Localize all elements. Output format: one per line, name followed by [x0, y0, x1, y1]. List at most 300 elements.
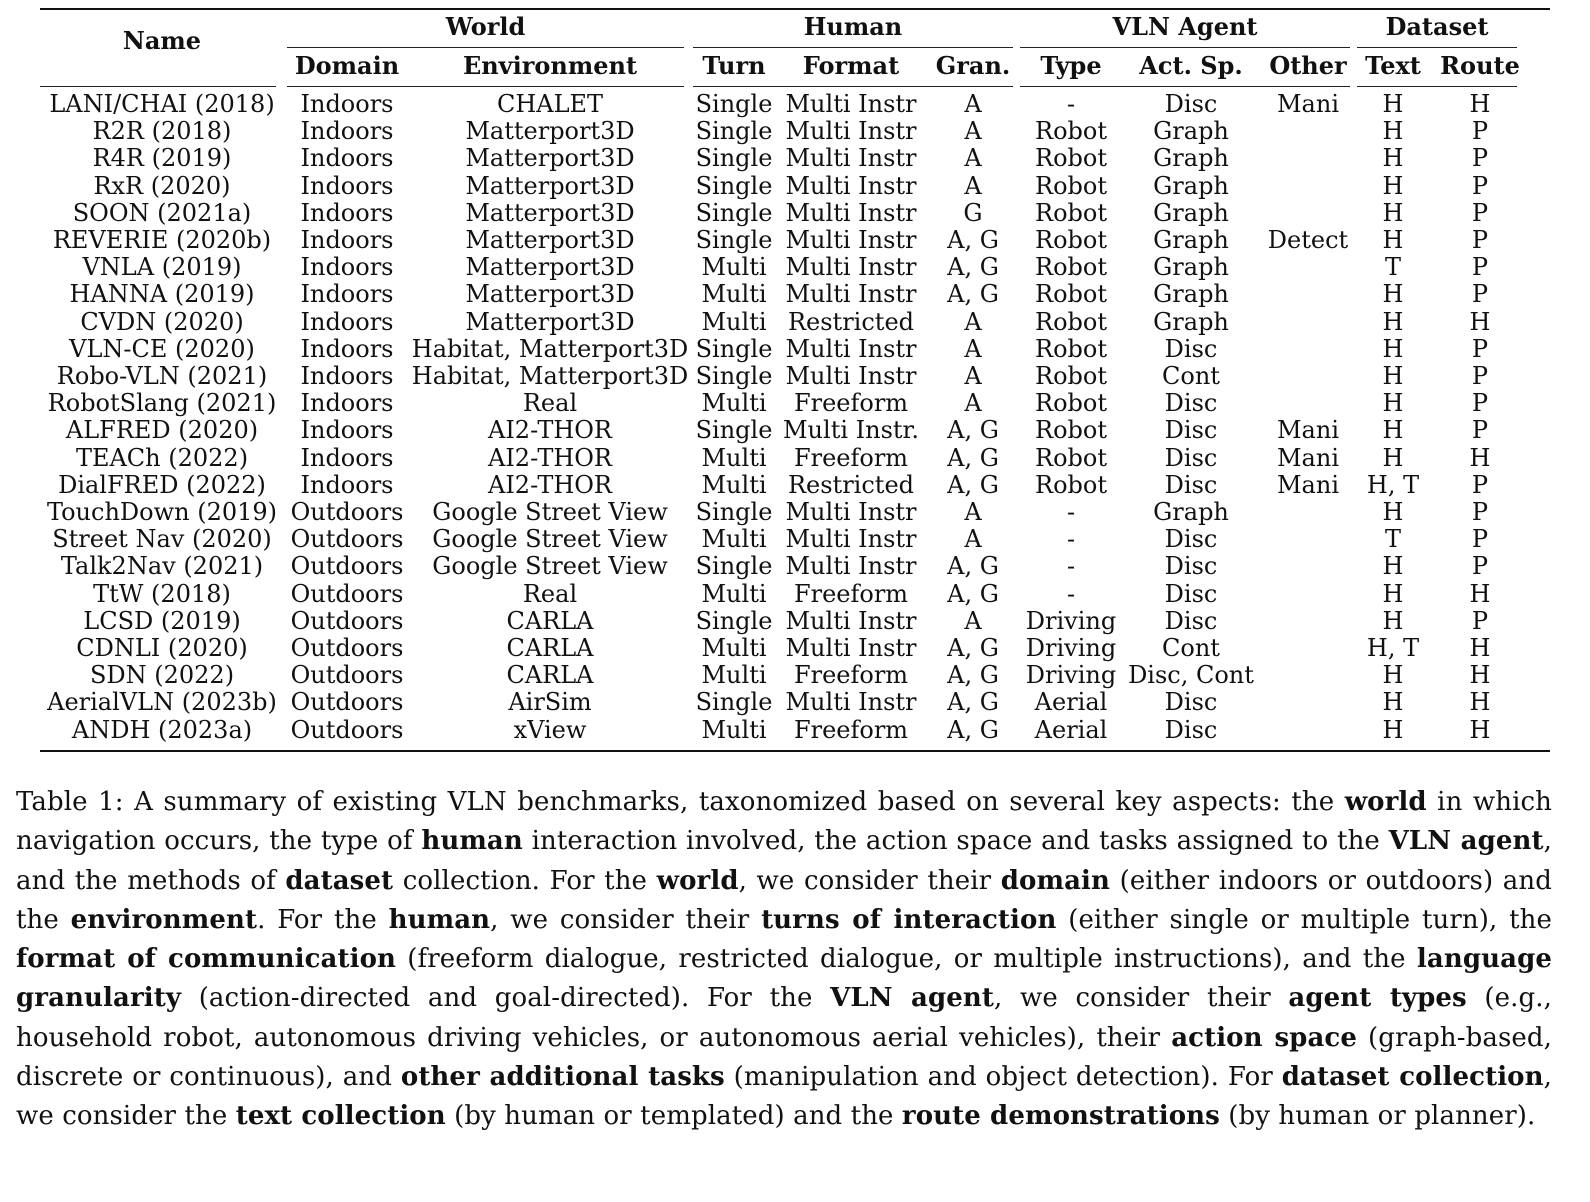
caption-bold-term: text collection	[235, 1101, 446, 1132]
cell-name: RxR (2020)	[93, 171, 231, 200]
cell-type: Robot	[1035, 443, 1107, 472]
cell-act-sp: Graph	[1153, 144, 1229, 173]
cell-gran: A	[964, 606, 982, 635]
cmidrule-dataset-cols	[1357, 86, 1517, 87]
cell-text: H	[1382, 498, 1404, 526]
header-group-vln-agent: VLN Agent	[1112, 12, 1258, 41]
cell-type: Robot	[1035, 171, 1107, 200]
cell-format: Restricted	[787, 470, 915, 499]
caption-bold-term: environment	[70, 904, 258, 935]
cell-gran: A, G	[947, 226, 999, 254]
cell-gran: A	[964, 117, 982, 146]
cell-text: H	[1382, 389, 1404, 418]
cell-type: Robot	[1035, 226, 1107, 254]
caption-bold-term: VLN agent	[830, 983, 994, 1014]
cell-format: Multi Instr	[785, 334, 917, 363]
cell-name: CDNLI (2020)	[76, 634, 248, 662]
column-header-turn: Turn	[702, 51, 766, 80]
cell-domain: Indoors	[300, 362, 394, 390]
cell-text: H	[1382, 90, 1404, 118]
cell-environment: Matterport3D	[465, 307, 635, 336]
caption-text: , we consider their	[994, 983, 1289, 1014]
cell-environment: Google Street View	[432, 525, 668, 554]
caption-text: (either indoors or outdoors) and the	[16, 865, 1552, 935]
cell-type: Robot	[1035, 416, 1107, 445]
cell-type: Robot	[1035, 470, 1107, 499]
cell-gran: A, G	[947, 253, 999, 282]
cell-domain: Indoors	[300, 470, 394, 499]
caption-bold-term: route demonstrations	[901, 1101, 1220, 1132]
cell-turn: Multi	[701, 579, 767, 608]
cell-text: H, T	[1366, 634, 1420, 662]
cell-turn: Single	[695, 606, 773, 635]
cell-route: H	[1469, 634, 1491, 662]
cell-environment: AirSim	[508, 688, 592, 717]
cell-environment: CARLA	[506, 661, 594, 690]
cell-other: Mani	[1276, 416, 1339, 445]
cell-type: -	[1066, 90, 1076, 118]
cell-turn: Single	[695, 362, 773, 390]
caption-bold-term: domain	[1000, 865, 1111, 896]
cell-text: H	[1382, 606, 1404, 635]
cell-type: Robot	[1035, 389, 1107, 418]
cell-domain: Indoors	[300, 416, 394, 445]
cell-environment: Habitat, Matterport3D	[411, 334, 689, 363]
column-header-gran: Gran.	[935, 51, 1011, 80]
cell-turn: Multi	[701, 443, 767, 472]
cell-name: Street Nav (2020)	[52, 525, 272, 554]
cell-route: H	[1469, 90, 1491, 118]
cell-text: H	[1382, 661, 1404, 690]
cell-gran: A	[964, 362, 982, 390]
column-header-type: Type	[1040, 51, 1102, 80]
cell-domain: Outdoors	[290, 552, 404, 581]
cell-gran: A, G	[947, 416, 999, 445]
cell-domain: Indoors	[300, 117, 394, 146]
table-top-rule	[40, 8, 1550, 10]
cell-gran: A	[964, 90, 982, 118]
cell-environment: Matterport3D	[465, 253, 635, 282]
cell-turn: Single	[695, 144, 773, 173]
cell-name: RobotSlang (2021)	[47, 389, 277, 418]
table-bottom-rule	[40, 750, 1550, 752]
cell-act-sp: Graph	[1153, 498, 1229, 526]
cell-type: Robot	[1035, 117, 1107, 146]
cell-turn: Multi	[701, 253, 767, 282]
caption-bold-term: human	[421, 826, 523, 857]
caption-text: interaction involved, the action space and tasks assigned to the	[522, 826, 1389, 857]
cell-name: SDN (2022)	[89, 661, 235, 690]
cell-gran: A	[964, 389, 982, 418]
caption-text: (manipulation and object detection). For	[724, 1062, 1282, 1093]
caption-bold-term: dataset collection	[1281, 1062, 1544, 1093]
cell-text: H	[1382, 280, 1404, 309]
cell-gran: A	[964, 334, 982, 363]
cell-turn: Multi	[701, 715, 767, 744]
cell-act-sp: Graph	[1153, 198, 1229, 227]
cell-domain: Indoors	[300, 171, 394, 200]
cell-domain: Indoors	[300, 307, 394, 336]
cell-act-sp: Disc	[1164, 552, 1218, 581]
cell-type: Robot	[1035, 362, 1107, 390]
cell-format: Multi Instr	[785, 498, 917, 526]
cell-text: H	[1382, 362, 1404, 390]
cell-format: Multi Instr	[785, 226, 917, 254]
cell-gran: A	[964, 525, 982, 554]
cell-format: Freeform	[793, 389, 909, 418]
caption-text: , and the methods of	[16, 826, 1553, 896]
cell-turn: Multi	[701, 525, 767, 554]
cell-text: H	[1382, 579, 1404, 608]
cell-route: P	[1471, 525, 1489, 554]
cell-type: Robot	[1035, 307, 1107, 336]
cell-gran: A, G	[947, 634, 999, 662]
cell-name: SOON (2021a)	[72, 198, 252, 227]
cell-act-sp: Graph	[1153, 117, 1229, 146]
caption-text: (action-directed and goal-directed). For the	[181, 983, 831, 1014]
cell-other: Mani	[1276, 90, 1339, 118]
cell-name: VLN-CE (2020)	[69, 334, 255, 363]
cell-act-sp: Graph	[1153, 253, 1229, 282]
cell-domain: Indoors	[300, 226, 394, 254]
caption-bold-term: format of communication	[16, 944, 397, 975]
cell-route: P	[1471, 334, 1489, 363]
cell-route: P	[1471, 171, 1489, 200]
cell-format: Multi Instr	[785, 634, 917, 662]
cell-turn: Single	[695, 498, 773, 526]
cell-format: Multi Instr.	[782, 416, 920, 445]
cell-domain: Outdoors	[290, 606, 404, 635]
cell-environment: Real	[522, 389, 578, 418]
column-header-act-sp: Act. Sp.	[1139, 51, 1243, 80]
cell-route: H	[1469, 688, 1491, 717]
cell-format: Freeform	[793, 661, 909, 690]
cell-type: Driving	[1025, 661, 1117, 690]
cell-format: Multi Instr	[785, 688, 917, 717]
cell-name: TouchDown (2019)	[46, 498, 278, 526]
cell-domain: Outdoors	[290, 525, 404, 554]
cell-name: AerialVLN (2023b)	[47, 688, 277, 717]
cell-text: H	[1382, 198, 1404, 227]
cell-text: H	[1382, 334, 1404, 363]
cell-turn: Multi	[701, 470, 767, 499]
cell-domain: Indoors	[300, 144, 394, 173]
cell-route: P	[1471, 552, 1489, 581]
cell-type: -	[1066, 552, 1076, 581]
cell-format: Freeform	[793, 443, 909, 472]
caption-bold-term: action space	[1171, 1022, 1357, 1053]
caption-text: (either single or multiple turn), the	[1056, 904, 1552, 935]
cell-format: Multi Instr	[785, 90, 917, 118]
caption-bold-term: turns of interaction	[761, 904, 1057, 935]
caption-text: (by human or planner).	[1219, 1101, 1536, 1132]
cmidrule-world	[287, 47, 684, 48]
cell-gran: A	[964, 498, 982, 526]
cell-act-sp: Disc	[1164, 416, 1218, 445]
cmidrule-world-cols	[287, 86, 684, 87]
cell-route: H	[1469, 661, 1491, 690]
cell-type: Robot	[1035, 198, 1107, 227]
cell-domain: Indoors	[300, 253, 394, 282]
cell-name: CVDN (2020)	[80, 307, 244, 336]
cell-route: P	[1471, 470, 1489, 499]
cell-format: Multi Instr	[785, 117, 917, 146]
cell-text: H	[1382, 552, 1404, 581]
cell-format: Restricted	[787, 307, 915, 336]
cell-route: P	[1471, 416, 1489, 445]
table-caption	[16, 783, 1552, 1137]
caption-bold-term: dataset	[285, 865, 394, 896]
cell-turn: Multi	[701, 389, 767, 418]
cell-other: Mani	[1276, 443, 1339, 472]
cell-act-sp: Disc	[1164, 715, 1218, 744]
caption-bold-term: human	[388, 904, 491, 935]
cell-domain: Indoors	[300, 198, 394, 227]
cell-gran: A, G	[947, 552, 999, 581]
cell-route: P	[1471, 498, 1489, 526]
cell-act-sp: Graph	[1153, 226, 1229, 254]
cell-act-sp: Graph	[1153, 280, 1229, 309]
cell-other: Mani	[1276, 470, 1339, 499]
cell-turn: Multi	[701, 661, 767, 690]
caption-text: , we consider their	[738, 865, 1001, 896]
cell-act-sp: Disc	[1164, 606, 1218, 635]
cell-act-sp: Disc	[1164, 443, 1218, 472]
cmidrule-vln-agent	[1020, 47, 1350, 48]
cell-name: DialFRED (2022)	[58, 470, 266, 499]
caption-bold-term: world	[656, 865, 739, 896]
cell-environment: Real	[522, 579, 578, 608]
cmidrule-agent-cols	[1020, 86, 1350, 87]
cell-text: T	[1384, 253, 1401, 282]
cell-domain: Indoors	[300, 280, 394, 309]
caption-text: (freeform dialogue, restricted dialogue, or multiple instructions), and the	[396, 944, 1417, 975]
cell-act-sp: Cont	[1162, 362, 1220, 390]
cell-domain: Indoors	[300, 334, 394, 363]
cell-turn: Single	[695, 416, 773, 445]
caption-text: , we consider the	[16, 1062, 1552, 1132]
column-header-domain: Domain	[294, 51, 400, 80]
caption-text: (e.g., household robot, autonomous driving vehicles, or autonomous aerial vehicles), their	[16, 983, 1552, 1053]
cell-turn: Single	[695, 90, 773, 118]
cell-domain: Outdoors	[290, 579, 404, 608]
cell-text: H, T	[1366, 470, 1420, 499]
cell-turn: Single	[695, 171, 773, 200]
cmidrule-human	[693, 47, 1013, 48]
cell-act-sp: Graph	[1153, 171, 1229, 200]
cell-environment: AI2-THOR	[487, 470, 613, 499]
cell-route: P	[1471, 606, 1489, 635]
column-header-route: Route	[1440, 51, 1520, 80]
cell-type: Robot	[1035, 253, 1107, 282]
cell-name: R2R (2018)	[92, 117, 232, 146]
caption-text: collection. For the	[393, 865, 657, 896]
cell-route: P	[1471, 280, 1489, 309]
caption-text: (by human or templated) and the	[445, 1101, 902, 1132]
cell-gran: A, G	[947, 470, 999, 499]
cell-domain: Outdoors	[290, 498, 404, 526]
cell-gran: A, G	[947, 280, 999, 309]
cell-format: Multi Instr	[785, 362, 917, 390]
cell-name: VNLA (2019)	[82, 253, 242, 282]
cell-act-sp: Disc	[1164, 90, 1218, 118]
cell-gran: A, G	[947, 443, 999, 472]
cell-environment: CHALET	[496, 90, 604, 118]
caption-bold-term: language granularity	[16, 944, 1552, 1014]
cmidrule-human-cols	[693, 86, 1013, 87]
cell-type: Robot	[1035, 144, 1107, 173]
cell-text: H	[1382, 443, 1404, 472]
cell-type: Driving	[1025, 606, 1117, 635]
cell-format: Freeform	[793, 715, 909, 744]
cell-format: Freeform	[793, 579, 909, 608]
cell-environment: Matterport3D	[465, 144, 635, 173]
cell-text: H	[1382, 226, 1404, 254]
cell-type: Robot	[1035, 280, 1107, 309]
cell-text: H	[1382, 117, 1404, 146]
cell-route: P	[1471, 144, 1489, 173]
cell-act-sp: Disc	[1164, 688, 1218, 717]
cell-gran: A	[964, 171, 982, 200]
header-group-human: Human	[803, 12, 903, 41]
cell-name: LANI/CHAI (2018)	[49, 90, 275, 118]
cell-domain: Outdoors	[290, 715, 404, 744]
cell-domain: Outdoors	[290, 688, 404, 717]
cell-type: Driving	[1025, 634, 1117, 662]
cell-type: Aerial	[1034, 715, 1108, 744]
cell-format: Multi Instr	[785, 552, 917, 581]
cell-act-sp: Disc, Cont	[1128, 661, 1254, 690]
cmidrule-dataset	[1357, 47, 1517, 48]
cell-gran: A, G	[947, 715, 999, 744]
column-header-other: Other	[1269, 51, 1347, 80]
cell-name: Talk2Nav (2021)	[60, 552, 264, 581]
cell-text: H	[1382, 416, 1404, 445]
caption-text: (graph-based, discrete or continuous), and	[16, 1022, 1552, 1093]
cell-act-sp: Disc	[1164, 389, 1218, 418]
cell-domain: Indoors	[300, 389, 394, 418]
cell-gran: A, G	[947, 579, 999, 608]
cell-environment: CARLA	[506, 606, 594, 635]
cell-route: H	[1469, 579, 1491, 608]
cell-route: H	[1469, 307, 1491, 336]
caption-text: . For the	[257, 904, 389, 935]
cell-type: -	[1066, 579, 1076, 608]
cell-environment: Matterport3D	[465, 280, 635, 309]
cell-turn: Single	[695, 688, 773, 717]
cell-environment: Matterport3D	[465, 171, 635, 200]
cell-text: H	[1382, 688, 1404, 717]
cell-format: Multi Instr	[785, 280, 917, 309]
cell-gran: A, G	[947, 688, 999, 717]
column-header-text: Text	[1365, 51, 1421, 80]
cell-environment: AI2-THOR	[487, 416, 613, 445]
cell-name: R4R (2019)	[92, 144, 232, 173]
cell-environment: CARLA	[506, 634, 594, 662]
cell-format: Multi Instr	[785, 606, 917, 635]
cell-route: P	[1471, 198, 1489, 227]
caption-bold-term: world	[1344, 787, 1427, 817]
header-group-world: World	[445, 12, 526, 41]
cell-route: P	[1471, 389, 1489, 418]
cell-name: Robo-VLN (2021)	[56, 362, 268, 390]
cell-environment: AI2-THOR	[487, 443, 613, 472]
cell-type: -	[1066, 525, 1076, 554]
cell-act-sp: Disc	[1164, 470, 1218, 499]
cmidrule-name	[40, 86, 276, 87]
cell-environment: Matterport3D	[465, 198, 635, 227]
cell-text: H	[1382, 715, 1404, 744]
cell-environment: Matterport3D	[465, 117, 635, 146]
cell-gran: G	[963, 198, 983, 227]
cell-name: ANDH (2023a)	[71, 715, 253, 744]
cell-type: -	[1066, 498, 1076, 526]
cell-environment: Habitat, Matterport3D	[411, 362, 689, 390]
cell-act-sp: Disc	[1164, 525, 1218, 554]
cell-environment: Matterport3D	[465, 226, 635, 254]
cell-name: TtW (2018)	[93, 579, 231, 608]
cell-route: P	[1471, 117, 1489, 146]
caption-text: Table 1: A summary of existing VLN benchmarks, taxonomized based on several key aspects: the	[16, 787, 1345, 817]
cell-gran: A	[964, 307, 982, 336]
cell-format: Multi Instr	[785, 198, 917, 227]
cell-domain: Indoors	[300, 90, 394, 118]
cell-gran: A	[964, 144, 982, 173]
cell-domain: Outdoors	[290, 634, 404, 662]
cell-environment: Google Street View	[432, 498, 668, 526]
caption-bold-term: other additional tasks	[400, 1062, 725, 1093]
cell-format: Multi Instr	[785, 144, 917, 173]
cell-route: P	[1471, 226, 1489, 254]
cell-turn: Single	[695, 334, 773, 363]
cell-name: REVERIE (2020b)	[52, 226, 272, 254]
cell-name: ALFRED (2020)	[65, 416, 259, 445]
cell-other: Detect	[1267, 226, 1349, 254]
caption-bold-term: VLN agent	[1388, 826, 1544, 857]
cell-domain: Indoors	[300, 443, 394, 472]
cell-turn: Single	[695, 226, 773, 254]
cell-format: Multi Instr	[785, 525, 917, 554]
caption-bold-term: agent types	[1288, 983, 1467, 1014]
cell-route: H	[1469, 715, 1491, 744]
column-header-format: Format	[802, 51, 900, 80]
cell-turn: Single	[695, 117, 773, 146]
caption-text: in which navigation occurs, the type of	[16, 787, 1552, 857]
cell-text: H	[1382, 144, 1404, 173]
cell-format: Multi Instr	[785, 171, 917, 200]
caption-text: , we consider their	[490, 904, 762, 935]
cell-turn: Single	[695, 552, 773, 581]
cell-environment: Google Street View	[432, 552, 668, 581]
cell-act-sp: Disc	[1164, 334, 1218, 363]
cell-turn: Multi	[701, 280, 767, 309]
cell-turn: Multi	[701, 307, 767, 336]
cell-turn: Multi	[701, 634, 767, 662]
cell-route: P	[1471, 253, 1489, 282]
cell-type: Aerial	[1034, 688, 1108, 717]
cell-name: LCSD (2019)	[83, 606, 241, 635]
cell-turn: Single	[695, 198, 773, 227]
column-header-environment: Environment	[462, 51, 638, 80]
cell-name: TEACh (2022)	[75, 443, 249, 472]
cell-act-sp: Disc	[1164, 579, 1218, 608]
cell-text: H	[1382, 307, 1404, 336]
cell-act-sp: Graph	[1153, 307, 1229, 336]
cell-domain: Outdoors	[290, 661, 404, 690]
cell-route: H	[1469, 443, 1491, 472]
cell-type: Robot	[1035, 334, 1107, 363]
cell-text: T	[1384, 525, 1401, 554]
